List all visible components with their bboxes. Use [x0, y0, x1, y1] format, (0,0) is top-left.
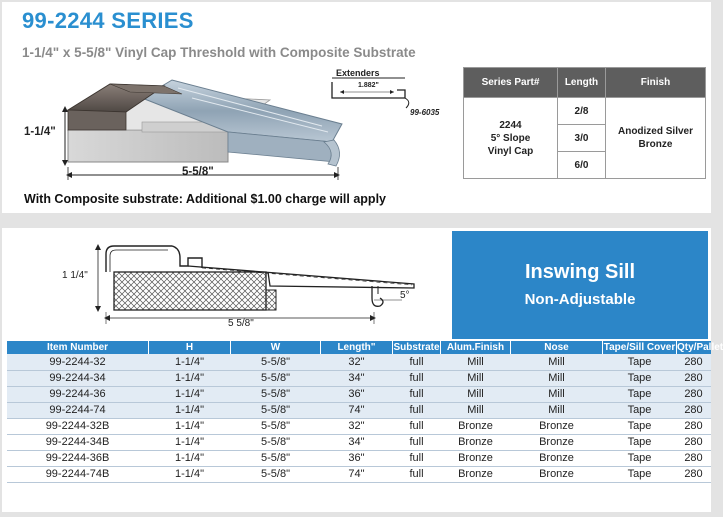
table-row	[7, 418, 711, 434]
table-cell: 99-2244-34	[7, 370, 149, 386]
extender-dimension: 1.882"	[358, 82, 379, 89]
table-cell: Bronze	[441, 450, 511, 466]
table-cell: 280	[677, 386, 711, 402]
col-nose: Nose	[511, 341, 603, 354]
table-cell: Tape	[603, 418, 677, 434]
series-title: 99-2244 SERIES	[22, 8, 194, 33]
table-cell: Bronze	[441, 466, 511, 482]
table-row	[7, 386, 711, 402]
table-cell: Bronze	[441, 418, 511, 434]
table-cell: full	[393, 418, 441, 434]
table-cell: Bronze	[511, 418, 603, 434]
extenders-label: Extenders	[336, 68, 380, 78]
table-cell: 280	[677, 450, 711, 466]
table-cell: full	[393, 434, 441, 450]
table-cell: 280	[677, 370, 711, 386]
col-item-number: Item Number	[7, 341, 149, 354]
table-cell: 1-1/4"	[149, 450, 231, 466]
table-cell: 5-5/8"	[231, 466, 321, 482]
table-row	[7, 370, 711, 386]
table-cell: 99-2244-32	[7, 354, 149, 370]
table-cell: 99-2244-36	[7, 386, 149, 402]
table-cell: 280	[677, 354, 711, 370]
table-cell: Mill	[441, 354, 511, 370]
sill-detail-panel	[2, 228, 723, 512]
threshold-3d-illustration	[2, 2, 462, 192]
table-cell: full	[393, 370, 441, 386]
table-cell: 5-5/8"	[231, 434, 321, 450]
table-cell: full	[393, 466, 441, 482]
sill-type-banner	[452, 231, 708, 339]
table-cell: 5-5/8"	[231, 354, 321, 370]
table-cell: Mill	[441, 370, 511, 386]
table-cell: 99-2244-36B	[7, 450, 149, 466]
table-cell: 34"	[321, 434, 393, 450]
table-cell: 280	[677, 418, 711, 434]
table-row	[7, 434, 711, 450]
col-length: Length"	[321, 341, 393, 354]
table-cell: 280	[677, 402, 711, 418]
product-header-panel	[2, 2, 711, 213]
table-cell: Bronze	[511, 466, 603, 482]
table-cell: Tape	[603, 434, 677, 450]
table-cell: 280	[677, 466, 711, 482]
table-cell: Mill	[441, 386, 511, 402]
table-cell: 74"	[321, 402, 393, 418]
table-cell: 1-1/4"	[149, 418, 231, 434]
table-cell: 5-5/8"	[231, 370, 321, 386]
sill-slope-label: 5°	[400, 290, 410, 301]
spec-header-length: Length	[558, 68, 606, 98]
col-qty-pallet: Qty/Pallet	[677, 341, 723, 353]
col-tape-sill-cover: Tape/Sill Cover	[603, 341, 676, 353]
table-row	[7, 466, 711, 482]
spec-finish-bronze: Bronze	[638, 139, 673, 150]
col-h: H	[149, 341, 231, 354]
table-row	[7, 450, 711, 466]
table-cell: 1-1/4"	[149, 354, 231, 370]
table-cell: Tape	[603, 402, 677, 418]
table-cell: Mill	[511, 402, 603, 418]
table-cell: Tape	[603, 370, 677, 386]
table-cell: Tape	[603, 450, 677, 466]
sill-type-subtitle: Non-Adjustable	[524, 291, 636, 308]
spec-part-slope: 5° Slope	[490, 132, 531, 144]
top-width-label: 5-5/8"	[182, 166, 214, 178]
spec-length-1: 2/8	[558, 98, 606, 125]
table-cell: 1-1/4"	[149, 370, 231, 386]
table-cell: 74"	[321, 466, 393, 482]
table-cell: Bronze	[511, 450, 603, 466]
table-cell: 32"	[321, 354, 393, 370]
table-cell: 36"	[321, 386, 393, 402]
spec-part-number: 2244	[499, 119, 522, 131]
table-cell: 1-1/4"	[149, 386, 231, 402]
spec-header-part: Series Part#	[464, 68, 558, 98]
spec-part-type: Vinyl Cap	[487, 145, 534, 157]
table-row	[7, 402, 711, 418]
item-table-header	[7, 341, 711, 354]
table-cell: Bronze	[511, 434, 603, 450]
table-cell: 1-1/4"	[149, 434, 231, 450]
table-cell: full	[393, 402, 441, 418]
col-substrate: Substrate	[393, 341, 440, 353]
spec-finish-silver: Anodized Silver	[617, 126, 693, 137]
spec-length-3: 6/0	[558, 152, 606, 179]
table-cell: Tape	[603, 386, 677, 402]
table-cell: Mill	[441, 402, 511, 418]
table-cell: 5-5/8"	[231, 402, 321, 418]
top-height-label: 1-1/4"	[24, 126, 56, 138]
table-cell: full	[393, 386, 441, 402]
composite-charge-note: With Composite substrate: Additional $1.00 charge will apply	[24, 192, 386, 206]
series-subtitle: 1-1/4" x 5-5/8" Vinyl Cap Threshold with Composite Substrate	[22, 45, 416, 60]
col-alum-finish: Alum.Finish	[441, 341, 511, 354]
spec-length-2: 3/0	[558, 125, 606, 152]
table-cell: 99-2244-74B	[7, 466, 149, 482]
table-cell: Bronze	[441, 434, 511, 450]
table-cell: 32"	[321, 418, 393, 434]
spec-part-cell	[464, 98, 558, 179]
sill-profile-drawing	[2, 228, 452, 336]
table-cell: 36"	[321, 450, 393, 466]
table-row	[7, 354, 711, 370]
table-cell: Tape	[603, 354, 677, 370]
spec-finish-cell	[606, 98, 706, 179]
spec-header-finish: Finish	[606, 68, 706, 98]
table-cell: Mill	[511, 370, 603, 386]
table-cell: full	[393, 354, 441, 370]
table-cell: 5-5/8"	[231, 386, 321, 402]
table-cell: 34"	[321, 370, 393, 386]
table-cell: 280	[677, 434, 711, 450]
sill-type-title: Inswing Sill	[524, 261, 635, 283]
table-cell: 1-1/4"	[149, 402, 231, 418]
table-cell: 99-2244-34B	[7, 434, 149, 450]
item-table	[6, 341, 723, 483]
series-spec-table	[463, 67, 706, 179]
table-cell: 99-2244-32B	[7, 418, 149, 434]
table-cell: Tape	[603, 466, 677, 482]
sill-height-label: 1 1/4"	[62, 270, 88, 281]
extender-part-number: 99-6035	[410, 108, 440, 117]
table-cell: 1-1/4"	[149, 466, 231, 482]
table-cell: Mill	[511, 354, 603, 370]
table-cell: Mill	[511, 386, 603, 402]
col-w: W	[231, 341, 321, 354]
table-cell: 5-5/8"	[231, 418, 321, 434]
table-cell: 5-5/8"	[231, 450, 321, 466]
sill-width-label: 5 5/8"	[228, 318, 254, 329]
table-cell: full	[393, 450, 441, 466]
table-cell: 99-2244-74	[7, 402, 149, 418]
